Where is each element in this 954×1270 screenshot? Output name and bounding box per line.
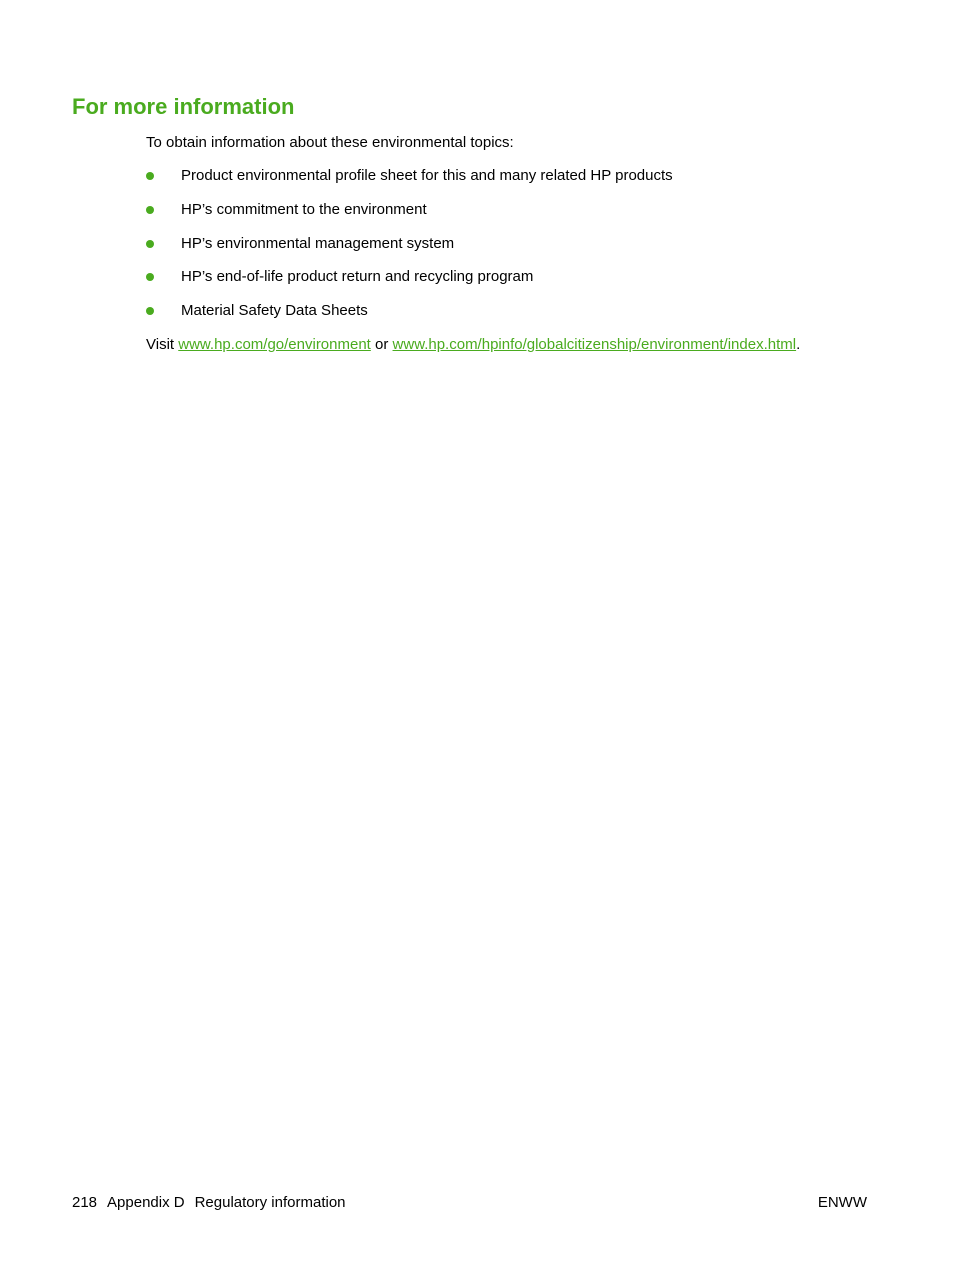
visit-suffix: . [796,336,801,353]
visit-connector: or [375,336,389,353]
bullet-icon [146,240,154,248]
topic-text: Material Safety Data Sheets [181,302,368,320]
environment-link[interactable]: www.hp.com/go/environment [178,336,371,353]
bullet-icon [146,206,154,214]
chapter-title: Regulatory information [194,1194,346,1211]
bullet-icon [146,273,154,281]
topic-text: Product environmental profile sheet for this and many related HP products [181,167,673,184]
page-footer [72,1193,346,1213]
global-citizenship-link[interactable]: www.hp.com/hpinfo/globalcitizenship/environment/index.html [392,336,797,353]
visit-prefix: Visit [146,336,175,353]
page-number: 218 [72,1194,98,1211]
intro-text: To obtain information about these environmental topics: [146,134,514,151]
bullet-icon [146,172,154,180]
locale-code: ENWW [817,1194,867,1211]
section-title: For more information [72,94,295,119]
topic-text: HP’s commitment to the environment [181,200,427,218]
bullet-icon [146,307,154,315]
appendix-label: Appendix D [107,1194,185,1211]
topic-text: HP’s end-of-life product return and recycling program [181,268,534,286]
topic-text: HP’s environmental management system [181,234,455,252]
visit-paragraph [146,335,800,355]
